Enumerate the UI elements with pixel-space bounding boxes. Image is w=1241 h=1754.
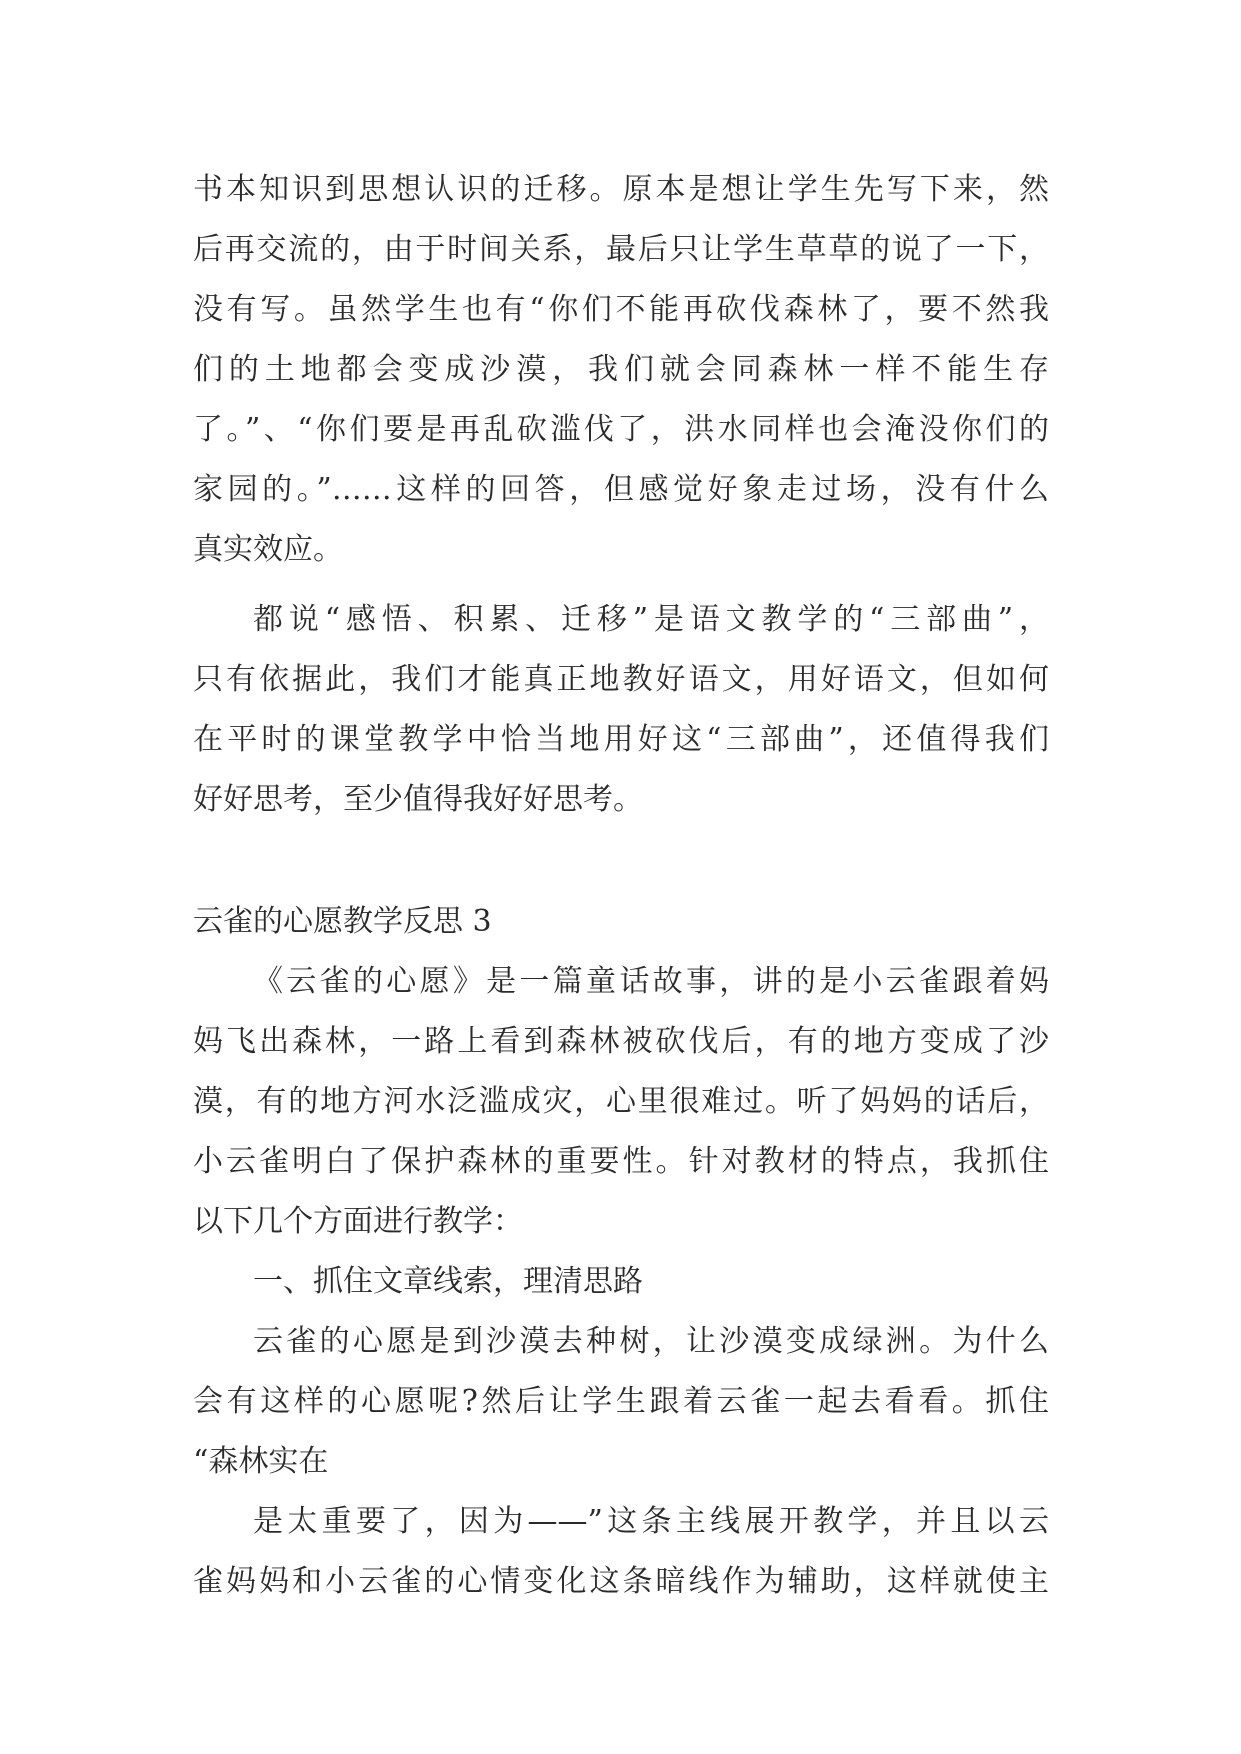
paragraph: [193, 952, 1049, 1252]
text-line: “森林实在: [193, 1444, 329, 1479]
text-line: 以下几个方面进行教学：: [193, 1204, 523, 1239]
text-line: 是太重要了，因为——”这条主线展开教学，并且以云: [253, 1504, 1049, 1539]
paragraph: [193, 1312, 1049, 1492]
text-line: 小云雀明白了保护森林的重要性。针对教材的特点，我抓住: [193, 1144, 1049, 1179]
text-line: 云雀的心愿是到沙漠去种树，让沙漠变成绿洲。为什么: [253, 1324, 1049, 1359]
text-line: 们的土地都会变成沙漠，我们就会同森林一样不能生存: [193, 352, 1049, 387]
text-line: 书本知识到思想认识的迁移。原本是想让学生先写下来，然: [193, 172, 1049, 207]
text-line: 都说“感悟、积累、迁移”是语文教学的“三部曲”，: [253, 602, 1049, 637]
text-line: 雀妈妈和小云雀的心情变化这条暗线作为辅助，这样就使主: [193, 1564, 1049, 1599]
text-line: 后再交流的，由于时间关系，最后只让学生草草的说了一下，: [193, 232, 1049, 267]
paragraph: [193, 1252, 1049, 1312]
text-line: 没有写。虽然学生也有“你们不能再砍伐森林了，要不然我: [193, 292, 1049, 327]
text-line: 好好思考，至少值得我好好思考。: [193, 782, 643, 817]
text-line: 真实效应。: [193, 532, 343, 567]
paragraph: [193, 1492, 1049, 1612]
text-line: 在平时的课堂教学中恰当地用好这“三部曲”，还值得我们: [193, 722, 1049, 757]
text-line: 只有依据此，我们才能真正地教好语文，用好语文，但如何: [193, 662, 1049, 697]
text-line: 家园的。”……这样的回答，但感觉好象走过场，没有什么: [193, 472, 1049, 507]
paragraph: [193, 160, 1049, 580]
section-heading: 云雀的心愿教学反思 3: [193, 904, 492, 939]
text-line: 《云雀的心愿》是一篇童话故事，讲的是小云雀跟着妈: [253, 964, 1049, 999]
text-line: 会有这样的心愿呢?然后让学生跟着云雀一起去看看。抓住: [193, 1384, 1049, 1419]
text-line: 了。”、“你们要是再乱砍滥伐了，洪水同样也会淹没你们的: [193, 412, 1049, 447]
subheading: 一、抓住文章线索，理清思路: [253, 1264, 643, 1299]
document-body: [193, 160, 1049, 1612]
text-line: 妈飞出森林，一路上看到森林被砍伐后，有的地方变成了沙: [193, 1024, 1049, 1059]
paragraph: [193, 590, 1049, 830]
text-line: 漠，有的地方河水泛滥成灾，心里很难过。听了妈妈的话后，: [193, 1084, 1049, 1119]
